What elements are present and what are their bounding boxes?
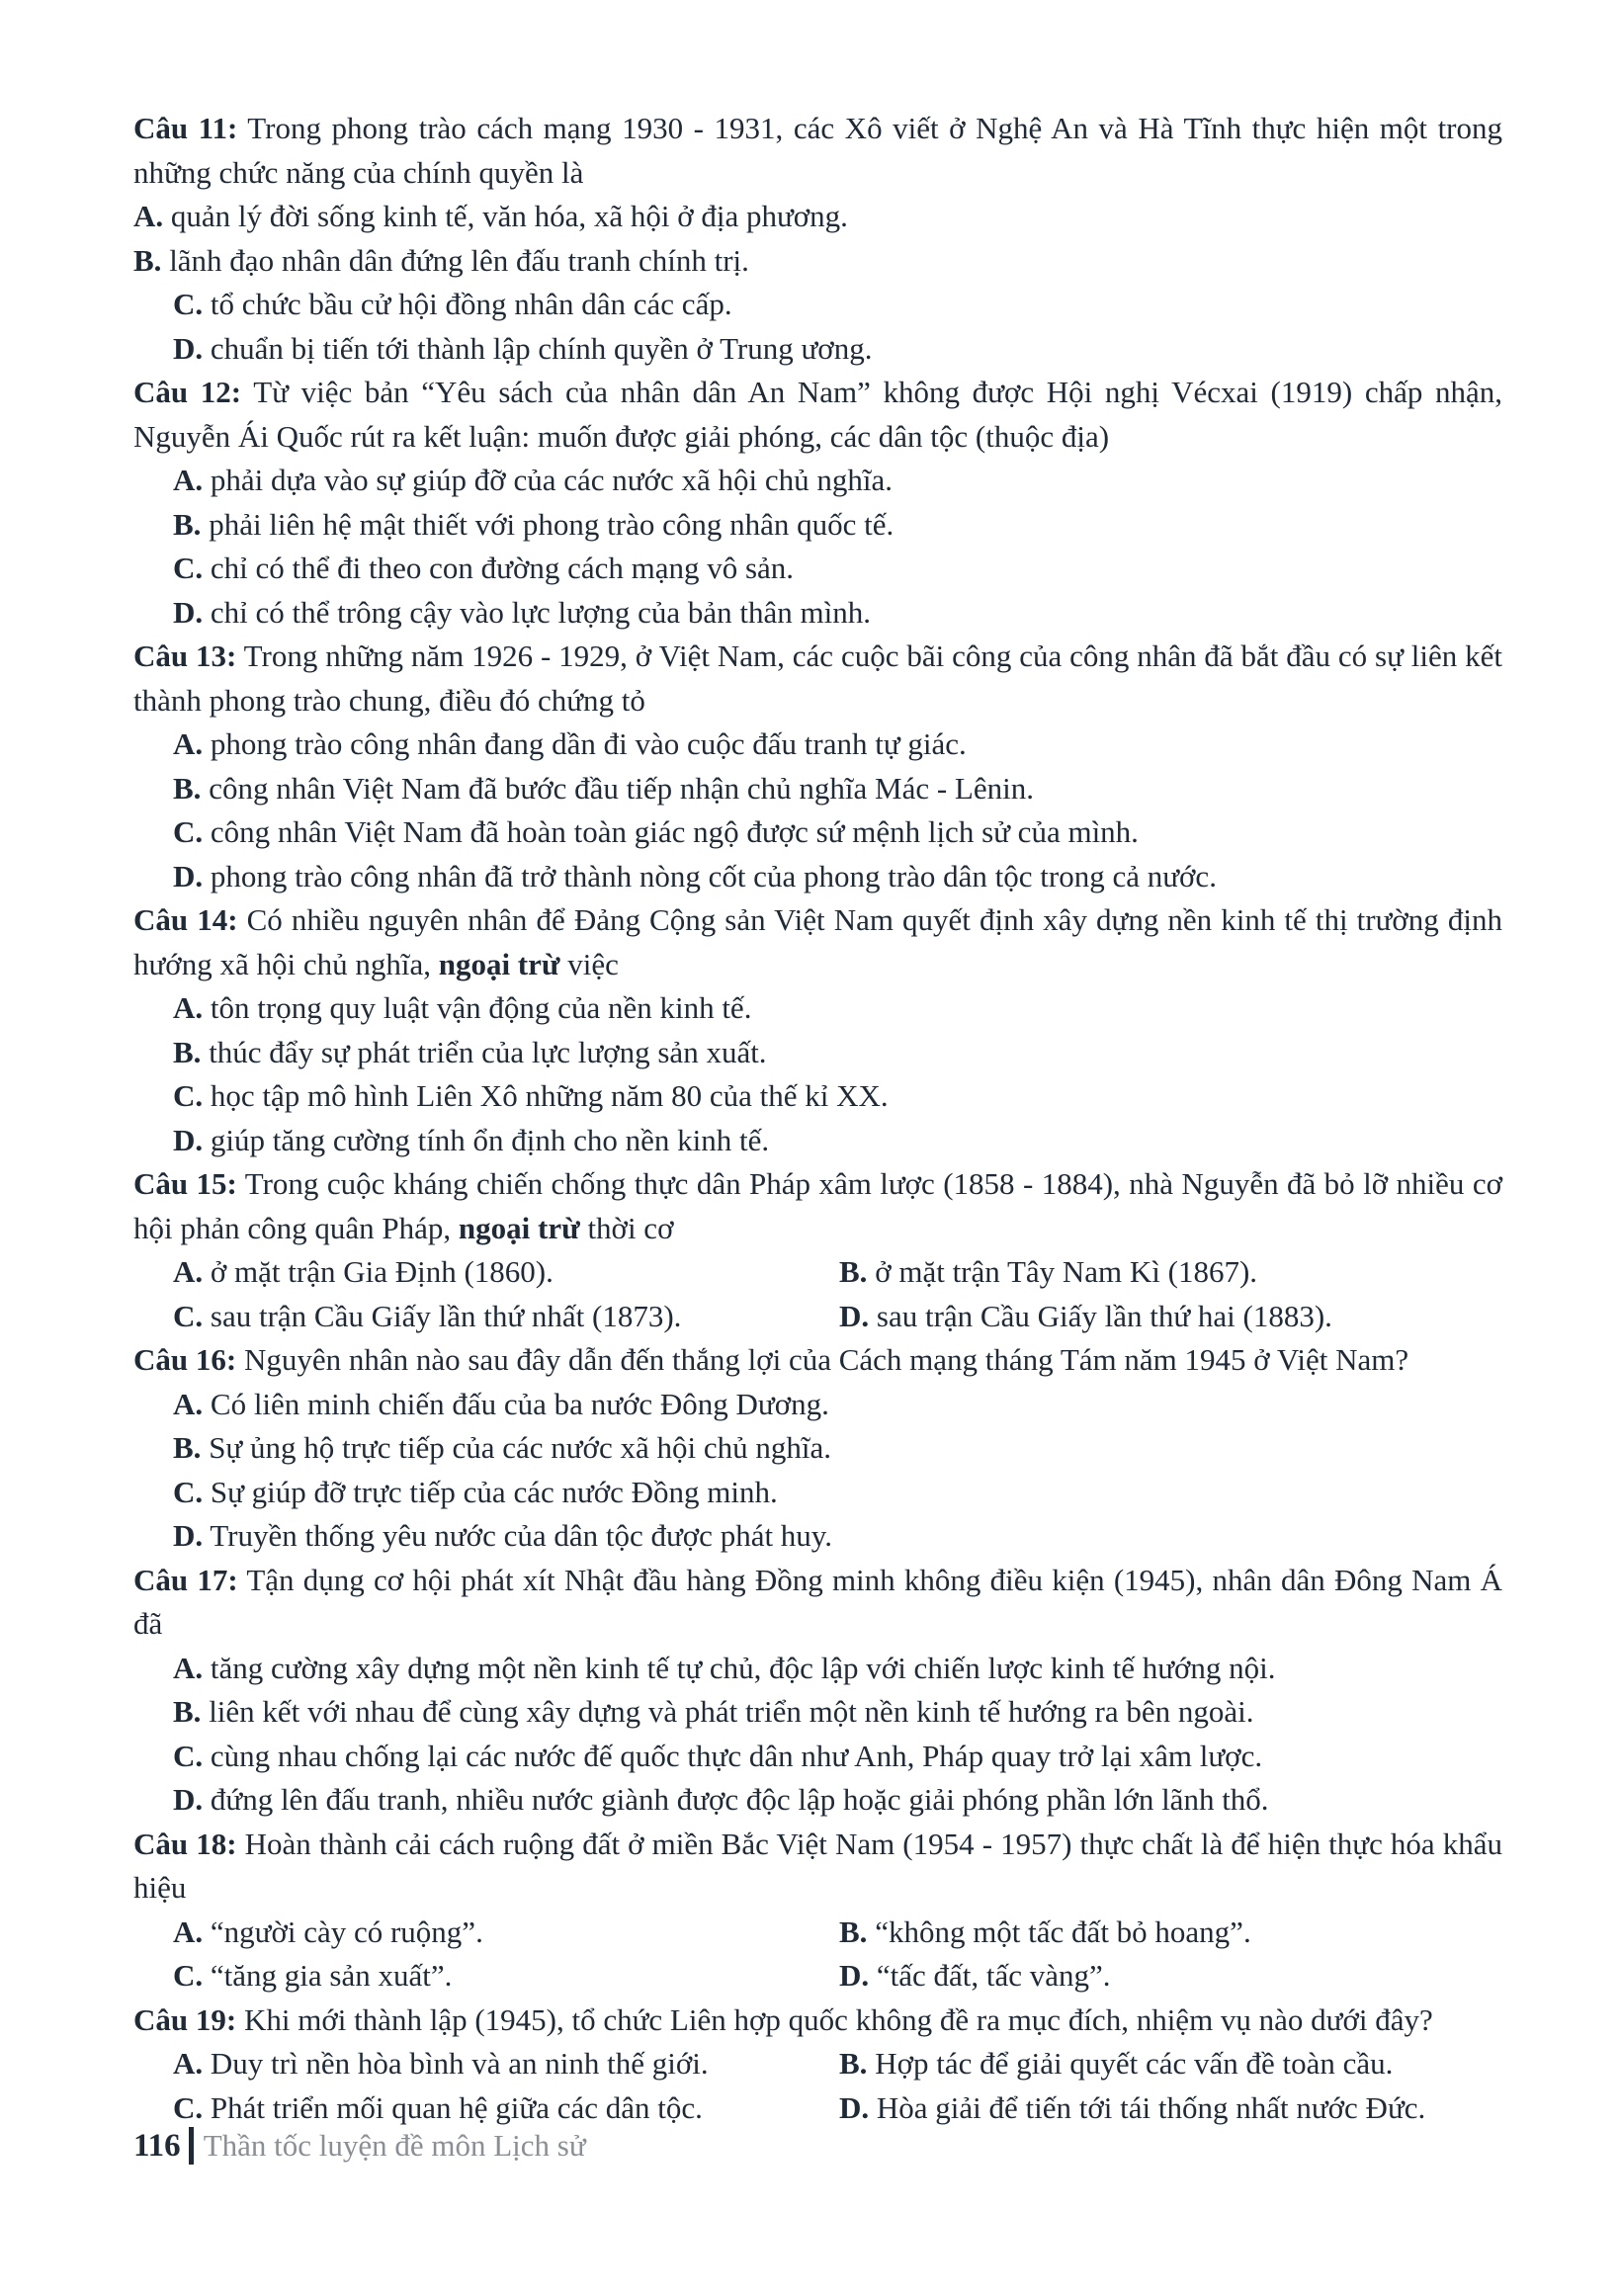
option-d: D. chỉ có thể trông cậy vào lực lượng của bản thân mình. <box>173 594 871 630</box>
option-b: B. thúc đẩy sự phát triển của lực lượng sản xuất. <box>173 1034 767 1069</box>
question-stem: Câu 14: Có nhiều nguyên nhân để Đảng Cộng sản Việt Nam quyết định xây dựng nền kinh tế thị trường định hướng xã hội chủ nghĩa, ngoại trừ việc <box>133 902 1502 981</box>
option-a: A. “người cày có ruộng”. <box>173 1913 483 1949</box>
question-15 <box>133 1162 1502 1338</box>
option-c: C. “tăng gia sản xuất”. <box>173 1958 453 1993</box>
question-stem: Câu 15: Trong cuộc kháng chiến chống thực dân Pháp xâm lược (1858 - 1884), nhà Nguyễn đã bỏ lỡ nhiều cơ hội phản công quân Pháp, ngoại trừ thời cơ <box>133 1166 1502 1245</box>
option-b: B. Hợp tác để giải quyết các vấn đề toàn cầu. <box>839 2046 1394 2081</box>
question-stem: Câu 11: Trong phong trào cách mạng 1930 - 1931, các Xô viết ở Nghệ An và Hà Tĩnh thực hiện một trong những chức năng của chính quyền là <box>133 111 1503 190</box>
exam-page <box>133 107 1502 2130</box>
question-number: Câu 12: <box>133 375 242 409</box>
question-16 <box>133 1338 1502 1559</box>
question-13 <box>133 635 1502 898</box>
option-d: D. giúp tăng cường tính ổn định cho nền kinh tế. <box>173 1122 770 1157</box>
book-title: Thần tốc luyện đề môn Lịch sử <box>203 2128 586 2163</box>
question-number: Câu 16: <box>133 1342 237 1377</box>
option-d: D. Truyền thống yêu nước của dân tộc được phát huy. <box>173 1518 833 1553</box>
question-18 <box>133 1823 1502 1998</box>
option-c: C. chỉ có thể đi theo con đường cách mạng vô sản. <box>173 551 795 585</box>
question-number: Câu 11: <box>133 111 238 145</box>
question-number: Câu 15: <box>133 1166 237 1201</box>
question-stem: Câu 13: Trong những năm 1926 - 1929, ở Việt Nam, các cuộc bãi công của công nhân đã bắt đầu có sự liên kết thành phong trào chung, điều đó chứng tỏ <box>133 638 1502 718</box>
option-c: C. Sự giúp đỡ trực tiếp của các nước Đồng minh. <box>173 1474 778 1509</box>
option-b: B. liên kết với nhau để cùng xây dựng và phát triển một nền kinh tế hướng ra bên ngoài. <box>173 1694 1254 1729</box>
option-d: D. Hòa giải để tiến tới tái thống nhất nước Đức. <box>839 2089 1426 2125</box>
option-a: A. tăng cường xây dựng một nền kinh tế tự chủ, độc lập với chiến lược kinh tế hướng nội. <box>173 1650 1276 1685</box>
option-a: A. phong trào công nhân đang dần đi vào cuộc đấu tranh tự giác. <box>173 726 967 761</box>
question-19 <box>133 1998 1502 2131</box>
question-stem: Câu 19: Khi mới thành lập (1945), tổ chức Liên hợp quốc không đề ra mục đích, nhiệm vụ nào dưới đây? <box>133 2001 1433 2037</box>
question-12 <box>133 371 1502 635</box>
option-row <box>133 1250 1502 1295</box>
page-footer <box>133 2127 586 2165</box>
option-row <box>133 2042 1502 2086</box>
footer-divider <box>189 2127 194 2165</box>
question-stem: Câu 12: Từ việc bản “Yêu sách của nhân dân An Nam” không được Hội nghị Vécxai (1919) chấp nhận, Nguyễn Ái Quốc rút ra kết luận: muốn được giải phóng, các dân tộc (thuộc địa) <box>133 375 1503 454</box>
question-number: Câu 14: <box>133 902 238 937</box>
option-d: D. chuẩn bị tiến tới thành lập chính quyền ở Trung ương. <box>173 330 873 366</box>
option-row <box>133 1911 1502 1955</box>
option-c: C. học tập mô hình Liên Xô những năm 80 của thế kỉ XX. <box>173 1078 889 1113</box>
option-d: D. đứng lên đấu tranh, nhiều nước giành được độc lập hoặc giải phóng phần lớn lãnh thổ. <box>173 1782 1269 1817</box>
option-c: C. sau trận Cầu Giấy lần thứ nhất (1873). <box>173 1298 682 1333</box>
option-b: B. “không một tấc đất bỏ hoang”. <box>839 1913 1251 1949</box>
question-number: Câu 18: <box>133 1826 237 1861</box>
option-b: B. Sự ủng hộ trực tiếp của các nước xã hội chủ nghĩa. <box>173 1430 831 1465</box>
option-c: C. cùng nhau chống lại các nước đế quốc thực dân như Anh, Pháp quay trở lại xâm lược. <box>173 1738 1263 1773</box>
option-d: D. sau trận Cầu Giấy lần thứ hai (1883). <box>839 1298 1332 1333</box>
option-c: C. công nhân Việt Nam đã hoàn toàn giác ngộ được sứ mệnh lịch sử của mình. <box>173 814 1139 849</box>
option-a: A. Có liên minh chiến đấu của ba nước Đông Dương. <box>173 1386 829 1421</box>
question-14 <box>133 898 1502 1162</box>
option-a: A. quản lý đời sống kinh tế, văn hóa, xã hội ở địa phương. <box>133 199 848 233</box>
question-stem: Câu 17: Tận dụng cơ hội phát xít Nhật đầu hàng Đồng minh không điều kiện (1945), nhân dân Đông Nam Á đã <box>133 1562 1502 1641</box>
option-b: B. phải liên hệ mật thiết với phong trào công nhân quốc tế. <box>173 506 895 542</box>
option-c: C. tổ chức bầu cử hội đồng nhân dân các cấp. <box>173 287 732 321</box>
option-d: D. “tấc đất, tấc vàng”. <box>839 1958 1111 1993</box>
question-11 <box>133 107 1502 371</box>
question-number: Câu 13: <box>133 638 237 673</box>
question-stem: Câu 18: Hoàn thành cải cách ruộng đất ở miền Bắc Việt Nam (1954 - 1957) thực chất là để hiện thực hóa khẩu hiệu <box>133 1826 1502 1905</box>
option-row <box>133 1954 1502 1998</box>
option-b: B. công nhân Việt Nam đã bước đầu tiếp nhận chủ nghĩa Mác - Lênin. <box>173 770 1034 806</box>
emphasis-except: ngoại trừ <box>438 946 560 981</box>
option-row <box>133 1295 1502 1339</box>
page-number: 116 <box>133 2127 181 2164</box>
question-number: Câu 19: <box>133 2001 237 2037</box>
option-b: B. lãnh đạo nhân dân đứng lên đấu tranh chính trị. <box>133 242 749 278</box>
option-d: D. phong trào công nhân đã trở thành nòng cốt của phong trào dân tộc trong cả nước. <box>173 858 1217 893</box>
option-a: A. ở mặt trận Gia Định (1860). <box>173 1254 554 1289</box>
option-a: A. phải dựa vào sự giúp đỡ của các nước xã hội chủ nghĩa. <box>173 463 893 497</box>
option-a: A. tôn trọng quy luật vận động của nền kinh tế. <box>173 990 752 1025</box>
option-a: A. Duy trì nền hòa bình và an ninh thế giới. <box>173 2046 709 2081</box>
emphasis-except: ngoại trừ <box>458 1210 580 1245</box>
question-number: Câu 17: <box>133 1562 238 1597</box>
option-row <box>133 2086 1502 2131</box>
question-17 <box>133 1559 1502 1823</box>
option-b: B. ở mặt trận Tây Nam Kì (1867). <box>839 1254 1258 1289</box>
option-c: C. Phát triển mối quan hệ giữa các dân tộc. <box>173 2089 703 2125</box>
question-stem: Câu 16: Nguyên nhân nào sau đây dẫn đến thắng lợi của Cách mạng tháng Tám năm 1945 ở Việt Nam? <box>133 1342 1409 1377</box>
